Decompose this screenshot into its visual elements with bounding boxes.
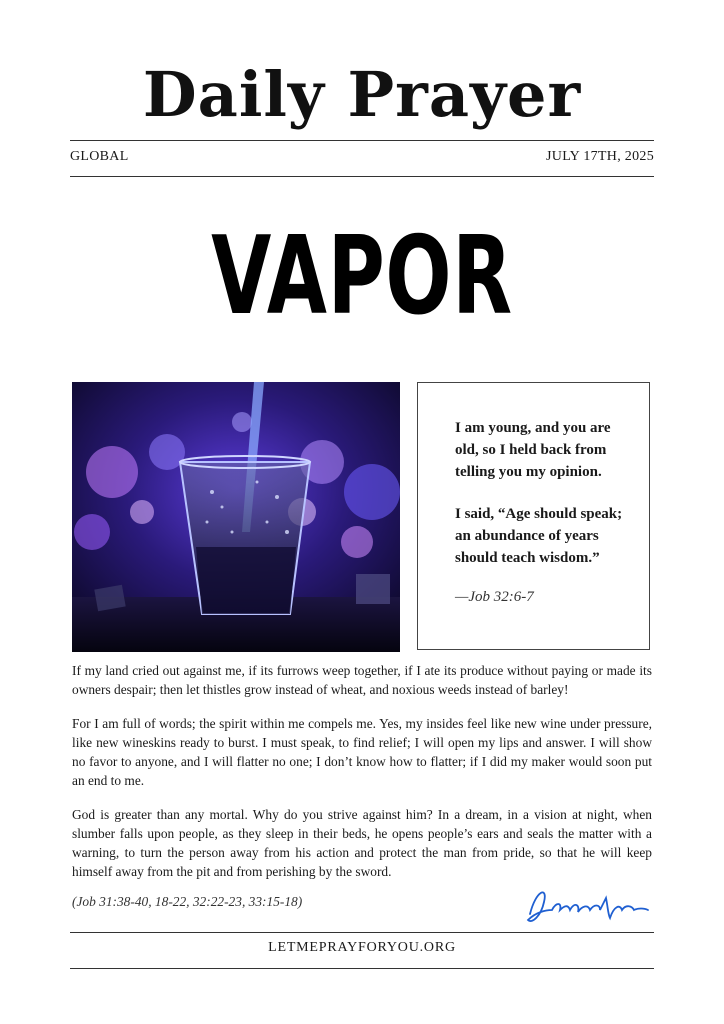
headline: VAPOR (211, 214, 513, 339)
quote-paragraph: I am young, and you are old, so I held back from telling you my opinion. (455, 420, 611, 480)
divider-dateline (70, 176, 654, 177)
body-paragraph: God is greater than any mortal. Why do you strive against him? In a dream, in a vision at night, when slumber falls upon people, as they sleep in their beds, he opens people’s ears and seals the matter with a warning, to turn the person away from his action and protect the man from pride, so that he will keep himself away from the pit and from perishing by the sword. (72, 807, 652, 879)
article-body (72, 661, 652, 896)
quote-paragraph: I said, “Age should speak; an abundance of years should teach wisdom.” (455, 506, 623, 566)
signature-mark (522, 880, 652, 930)
body-paragraph: For I am full of words; the spirit within me compels me. Yes, my insides feel like new wine under pressure, like new wineskins ready to burst. I must speak, to find relief; I will open my lips and answer. I will show no favor to anyone, and I will flatter no one; I don’t know how to flatter; if I did my maker would soon put an end to me. (72, 716, 652, 788)
footer-website: LETMEPRAYFORYOU.ORG (268, 940, 456, 955)
divider-footer-top (70, 932, 654, 933)
scripture-citation: (Job 31:38-40, 18-22, 32:22-23, 33:15-18) (72, 894, 303, 909)
glass-photo-illustration (72, 382, 400, 652)
region-label: GLOBAL (70, 149, 129, 164)
issue-date: JULY 17TH, 2025 (546, 149, 654, 164)
quote-reference: —Job 32:6-7 (455, 589, 534, 605)
feature-photo (72, 382, 400, 652)
divider-footer-bottom (70, 968, 654, 969)
dateline (70, 149, 654, 165)
pull-quote-box (417, 382, 650, 650)
divider-top (70, 140, 654, 141)
masthead-title: Daily Prayer (142, 58, 582, 131)
body-paragraph: If my land cried out against me, if its furrows weep together, if I ate its produce without paying or made its owners despair; then let thistles grow instead of wheat, and noxious weeds instead of barley! (72, 663, 652, 697)
